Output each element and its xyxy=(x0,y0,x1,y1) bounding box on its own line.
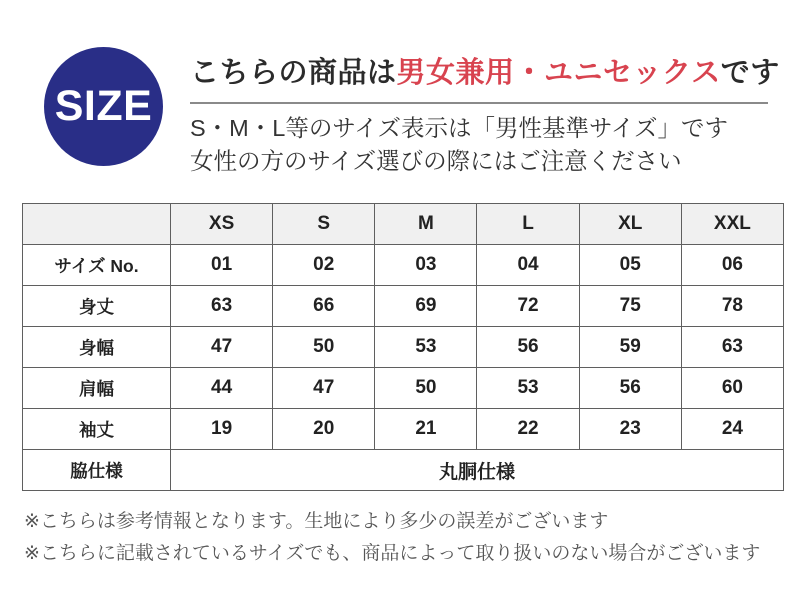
table-row-body-width xyxy=(23,327,784,368)
row-label: 身幅 xyxy=(23,327,171,368)
row-label: 身丈 xyxy=(23,286,171,327)
col-header-s: S xyxy=(273,204,375,245)
cell-value: 78 xyxy=(681,286,783,327)
col-header-l: L xyxy=(477,204,579,245)
title-prefix: こちらの商品は xyxy=(190,57,397,89)
size-table xyxy=(22,203,784,491)
cell-value: 53 xyxy=(375,327,477,368)
cell-value: 19 xyxy=(171,409,273,450)
col-header-xl: XL xyxy=(579,204,681,245)
cell-value: 59 xyxy=(579,327,681,368)
cell-value: 24 xyxy=(681,409,783,450)
cell-value: 04 xyxy=(477,245,579,286)
cell-value: 72 xyxy=(477,286,579,327)
cell-value: 66 xyxy=(273,286,375,327)
row-label: 肩幅 xyxy=(23,368,171,409)
table-header-row xyxy=(23,204,784,245)
cell-value: 06 xyxy=(681,245,783,286)
size-badge-label: SIZE xyxy=(54,82,153,130)
table-row-shoulder-width xyxy=(23,368,784,409)
size-badge xyxy=(44,47,163,166)
header xyxy=(190,50,780,177)
cell-value: 75 xyxy=(579,286,681,327)
table-row-body-length xyxy=(23,286,784,327)
cell-value: 53 xyxy=(477,368,579,409)
cell-value: 20 xyxy=(273,409,375,450)
subtitle-line-1: S・M・L等のサイズ表示は「男性基準サイズ」です xyxy=(190,115,729,141)
title-divider xyxy=(190,102,768,104)
footnote-2: ※こちらに記載されているサイズでも、商品によって取り扱いのない場合がございます xyxy=(24,543,761,564)
cell-value: 63 xyxy=(171,286,273,327)
cell-value: 03 xyxy=(375,245,477,286)
col-header-xs: XS xyxy=(171,204,273,245)
table-row-size-no xyxy=(23,245,784,286)
cell-value: 60 xyxy=(681,368,783,409)
row-label: 袖丈 xyxy=(23,409,171,450)
side-spec-value: 丸胴仕様 xyxy=(171,450,784,491)
title-highlight: 男女兼用・ユニセックス xyxy=(396,57,721,89)
cell-value: 22 xyxy=(477,409,579,450)
corner-cell xyxy=(23,204,171,245)
cell-value: 21 xyxy=(375,409,477,450)
cell-value: 63 xyxy=(681,327,783,368)
cell-value: 02 xyxy=(273,245,375,286)
cell-value: 50 xyxy=(273,327,375,368)
page-title xyxy=(190,50,780,91)
subtitle-line-2: 女性の方のサイズ選びの際にはご注意ください xyxy=(190,148,682,174)
cell-value: 56 xyxy=(579,368,681,409)
cell-value: 01 xyxy=(171,245,273,286)
table-row-side-spec xyxy=(23,450,784,491)
cell-value: 44 xyxy=(171,368,273,409)
cell-value: 56 xyxy=(477,327,579,368)
cell-value: 05 xyxy=(579,245,681,286)
row-label: 脇仕様 xyxy=(23,450,171,491)
col-header-xxl: XXL xyxy=(681,204,783,245)
table-row-sleeve-length xyxy=(23,409,784,450)
title-suffix: です xyxy=(720,57,780,89)
cell-value: 47 xyxy=(171,327,273,368)
cell-value: 23 xyxy=(579,409,681,450)
footnotes xyxy=(24,506,784,570)
cell-value: 50 xyxy=(375,368,477,409)
cell-value: 47 xyxy=(273,368,375,409)
col-header-m: M xyxy=(375,204,477,245)
footnote-1: ※こちらは参考情報となります。生地により多少の誤差がございます xyxy=(24,511,609,532)
cell-value: 69 xyxy=(375,286,477,327)
row-label: サイズ No. xyxy=(23,245,171,286)
